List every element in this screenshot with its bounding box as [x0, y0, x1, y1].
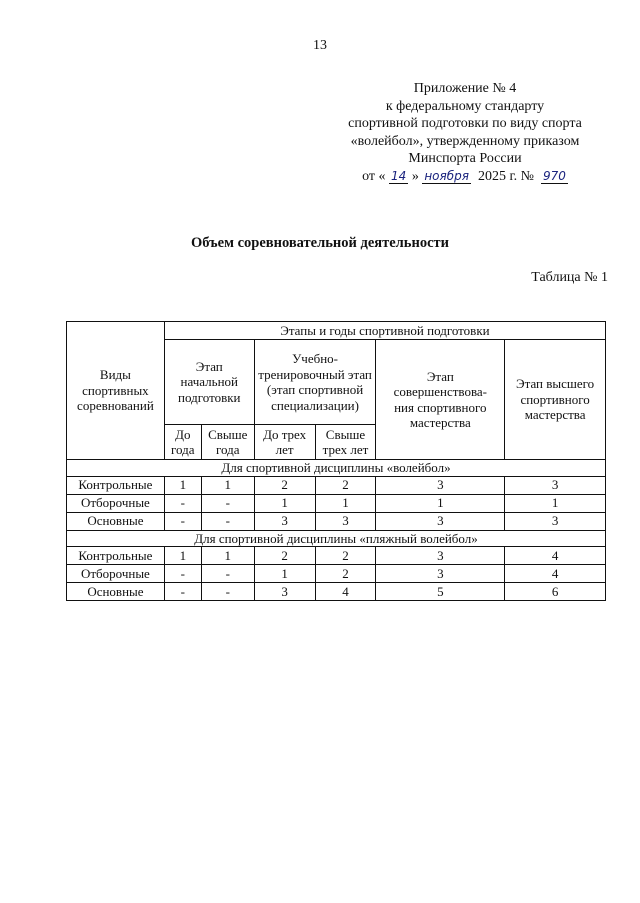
cell-value: - [164, 512, 201, 530]
cell-value: 5 [376, 583, 505, 601]
cell-value: 2 [315, 476, 376, 494]
cell-value: - [201, 512, 254, 530]
appendix-line: Минспорта России [408, 151, 522, 166]
header-competition-types: Виды спортивных соревнований [67, 322, 165, 460]
competition-volume-table [66, 321, 606, 601]
table-row [67, 512, 606, 530]
handwritten-order-number: 970 [543, 168, 566, 183]
page-number: 13 [313, 38, 327, 53]
table-row [67, 494, 606, 512]
cell-value: 3 [376, 512, 505, 530]
table-row [67, 547, 606, 565]
cell-value: 1 [164, 476, 201, 494]
header-over-three: Свыше трех лет [315, 425, 376, 460]
header-higher-stage: Этап высшего спортивного мастерства [505, 340, 606, 460]
cell-value: 4 [505, 565, 606, 583]
cell-value: 3 [376, 547, 505, 565]
cell-value: 4 [505, 547, 606, 565]
cell-value: 3 [315, 512, 376, 530]
cell-value: 6 [505, 583, 606, 601]
cell-value: 1 [201, 476, 254, 494]
cell-value: 3 [505, 476, 606, 494]
cell-value: 1 [376, 494, 505, 512]
cell-value: 2 [315, 565, 376, 583]
cell-value: - [164, 583, 201, 601]
header-training-stage: Учебно-тренировочный этап (этап спортивной специализации) [254, 340, 376, 425]
header-initial-stage: Этап начальной подготовки [164, 340, 254, 425]
cell-value: 1 [254, 565, 315, 583]
cell-value: 1 [164, 547, 201, 565]
handwritten-month: ноября [424, 168, 469, 183]
cell-value: - [201, 494, 254, 512]
cell-value: 1 [505, 494, 606, 512]
cell-value: 4 [315, 583, 376, 601]
date-year: 2025 г. № [474, 168, 538, 184]
cell-value: 3 [505, 512, 606, 530]
header-up-to-three: До трех лет [254, 425, 315, 460]
cell-value: 3 [254, 512, 315, 530]
row-label: Отборочные [67, 494, 165, 512]
table-header-row [67, 322, 606, 340]
row-label: Контрольные [67, 476, 165, 494]
cell-value: - [164, 494, 201, 512]
appendix-line: к федеральному стандарту [385, 98, 545, 114]
appendix-line: Приложение № 4 [413, 81, 517, 96]
cell-value: - [201, 583, 254, 601]
row-label: Основные [67, 512, 165, 530]
cell-value: 2 [315, 547, 376, 565]
cell-value: 3 [376, 476, 505, 494]
table-row [67, 583, 606, 601]
header-over-year: Свыше года [201, 425, 254, 460]
cell-value: 1 [201, 547, 254, 565]
cell-value: 3 [254, 583, 315, 601]
header-up-to-year: До года [164, 425, 201, 460]
cell-value: 2 [254, 547, 315, 565]
header-improvement-stage: Этап совершенствова-ния спортивного мастерства [376, 340, 505, 460]
cell-value: - [164, 565, 201, 583]
appendix-line: спортивной подготовки по виду спорта [348, 116, 582, 131]
cell-value: 2 [254, 476, 315, 494]
row-label: Контрольные [67, 547, 165, 565]
header-stages-group: Этапы и годы спортивной подготовки [164, 322, 605, 340]
appendix-line: «волейбол», утвержденному приказом [350, 133, 580, 149]
table-number: Таблица № 1 [531, 270, 608, 285]
table-row [67, 476, 606, 494]
cell-value: 1 [315, 494, 376, 512]
order-date-line [330, 168, 600, 186]
appendix-block [330, 80, 600, 185]
section-header-row [67, 460, 606, 477]
section-title: Для спортивной дисциплины «пляжный волейбол» [67, 530, 606, 547]
table-row [67, 565, 606, 583]
date-prefix: от « [362, 168, 386, 184]
row-label: Основные [67, 583, 165, 601]
date-mid: » [411, 168, 419, 184]
cell-value: - [201, 565, 254, 583]
document-title: Объем соревновательной деятельности [191, 235, 449, 251]
cell-value: 3 [376, 565, 505, 583]
section-header-row [67, 530, 606, 547]
row-label: Отборочные [67, 565, 165, 583]
section-title: Для спортивной дисциплины «волейбол» [67, 460, 606, 477]
handwritten-day: 14 [391, 168, 407, 183]
cell-value: 1 [254, 494, 315, 512]
